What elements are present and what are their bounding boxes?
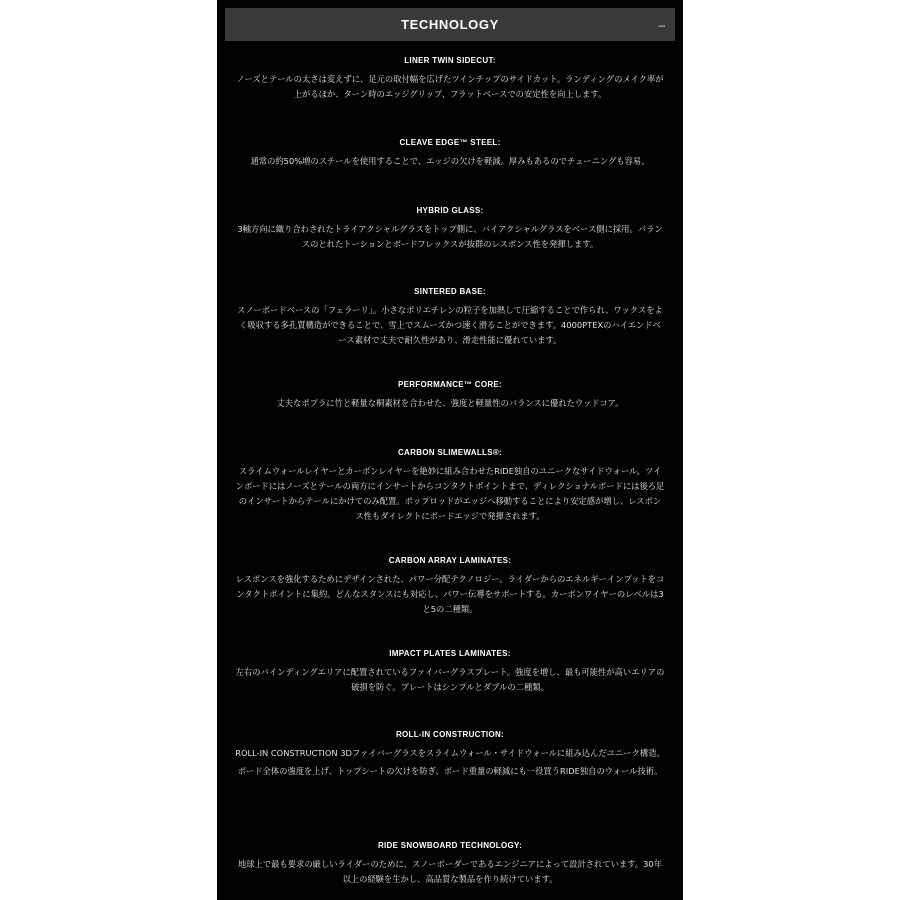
section-description: 丈夫なポプラに竹と軽量な桐素材を合わせた、強度と軽量性のバランスに優れたウッドコア。 — [276, 398, 624, 408]
section-description: 通常の約50%増のスチールを使用することで、エッジの欠けを軽減。厚みもあるのでチューニングも容易。 — [250, 156, 650, 166]
section-heading: CARBON ARRAY LAMINATES: — [388, 556, 512, 565]
section-description: 地球上で最も要求の厳しいライダーのために、スノーボーダーであるエンジニアによって設計されています。30年以上の経験を生かし、高品質な製品を作り続けています。 — [237, 859, 663, 884]
section-hybrid-glass — [217, 206, 683, 252]
section-description: 左右のバインディングエリアに配置されているファイバーグラスプレート。強度を増し、最も可能性が高いエリアの破損を防ぐ。プレートはシンプルとダブルの二種類。 — [235, 667, 665, 692]
section-carbon-slimewalls — [217, 448, 683, 524]
section-heading: CLEAVE EDGE™ STEEL: — [399, 138, 501, 147]
section-heading: CARBON SLIMEWALLS®: — [397, 448, 503, 457]
accordion-title: TECHNOLOGY — [401, 17, 499, 32]
section-heading: PERFORMANCE™ CORE: — [397, 380, 503, 389]
section-heading: LINER TWIN SIDECUT: — [404, 56, 496, 65]
section-heading: IMPACT PLATES LAMINATES: — [389, 649, 511, 658]
section-roll-in-construction — [217, 730, 683, 779]
section-carbon-array-laminates — [217, 556, 683, 617]
section-heading: ROLL-IN CONSTRUCTION: — [395, 730, 505, 739]
section-heading: RIDE SNOWBOARD TECHNOLOGY: — [377, 841, 523, 850]
section-impact-plates-laminates — [217, 649, 683, 695]
section-cleave-edge-steel — [217, 138, 683, 169]
section-liner-twin-sidecut — [217, 56, 683, 102]
section-description: ROLL-IN CONSTRUCTION 3Dファイバーグラスをスライムウォール・サイドウォールに組み込んだユニーク構造。 — [235, 748, 665, 758]
section-description: ボード全体の強度を上げ、トップシートの欠けを防ぎ、ボード重量の軽減にも一役買うRIDE独自のウォール技術。 — [237, 766, 663, 776]
section-description: 3軸方向に織り合わされたトライアクシャルグラスをトップ側に、バイアクシャルグラスをベース側に採用。バランスのとれたトーションとボードフレックスが抜群のレスポンス性を発揮します。 — [237, 224, 663, 249]
section-sintered-base — [217, 287, 683, 348]
section-description: スノーボードベースの「フェラーリ」。小さなポリエチレンの粒子を加熱して圧縮することで作られ、ワックスをよく吸収する多孔質構造ができることで、雪上でスムーズかつ速く滑ることができます。4000PTEXのハイエンドベース素材で丈夫で耐久性があり、滑走性能に優れています。 — [237, 305, 663, 345]
technology-panel — [217, 0, 683, 900]
section-description: ノーズとテールの太さは変えずに、足元の取付幅を広げたツインチップのサイドカット。ランディングのメイク率が上がるほか、ターン時のエッジグリップ、フラットベースでの安定性を向上します。 — [236, 74, 664, 99]
section-ride-snowboard-technology — [217, 841, 683, 887]
section-heading: SINTERED BASE: — [414, 287, 486, 296]
section-heading: HYBRID GLASS: — [416, 206, 484, 215]
technology-sections — [217, 0, 683, 900]
section-description: スライムウォールレイヤーとカーボンレイヤーを絶妙に組み合わせたRIDE独自のユニークなサイドウォール。ツインボードにはノーズとテールの両方にインサートからコンタクトポイントまで、ディレクショナルボードには後ろ足のインサートからテールにかけてのみ配置。ポップロッドがエッジへ移動することにより安定感が増し、レスポンス性もダイレクトにボードエッジで発揮されます。 — [235, 466, 665, 521]
section-description: レスポンスを強化するためにデザインされた、パワー分配テクノロジー。ライダーからのエネルギーインプットをコンタクトポイントに集約。どんなスタンスにも対応し、パワー伝導をサポートする。カーボンワイヤーのレベルは3と5の二種類。 — [235, 574, 665, 614]
collapse-icon[interactable]: – — [658, 17, 665, 32]
section-performance-core — [217, 380, 683, 411]
